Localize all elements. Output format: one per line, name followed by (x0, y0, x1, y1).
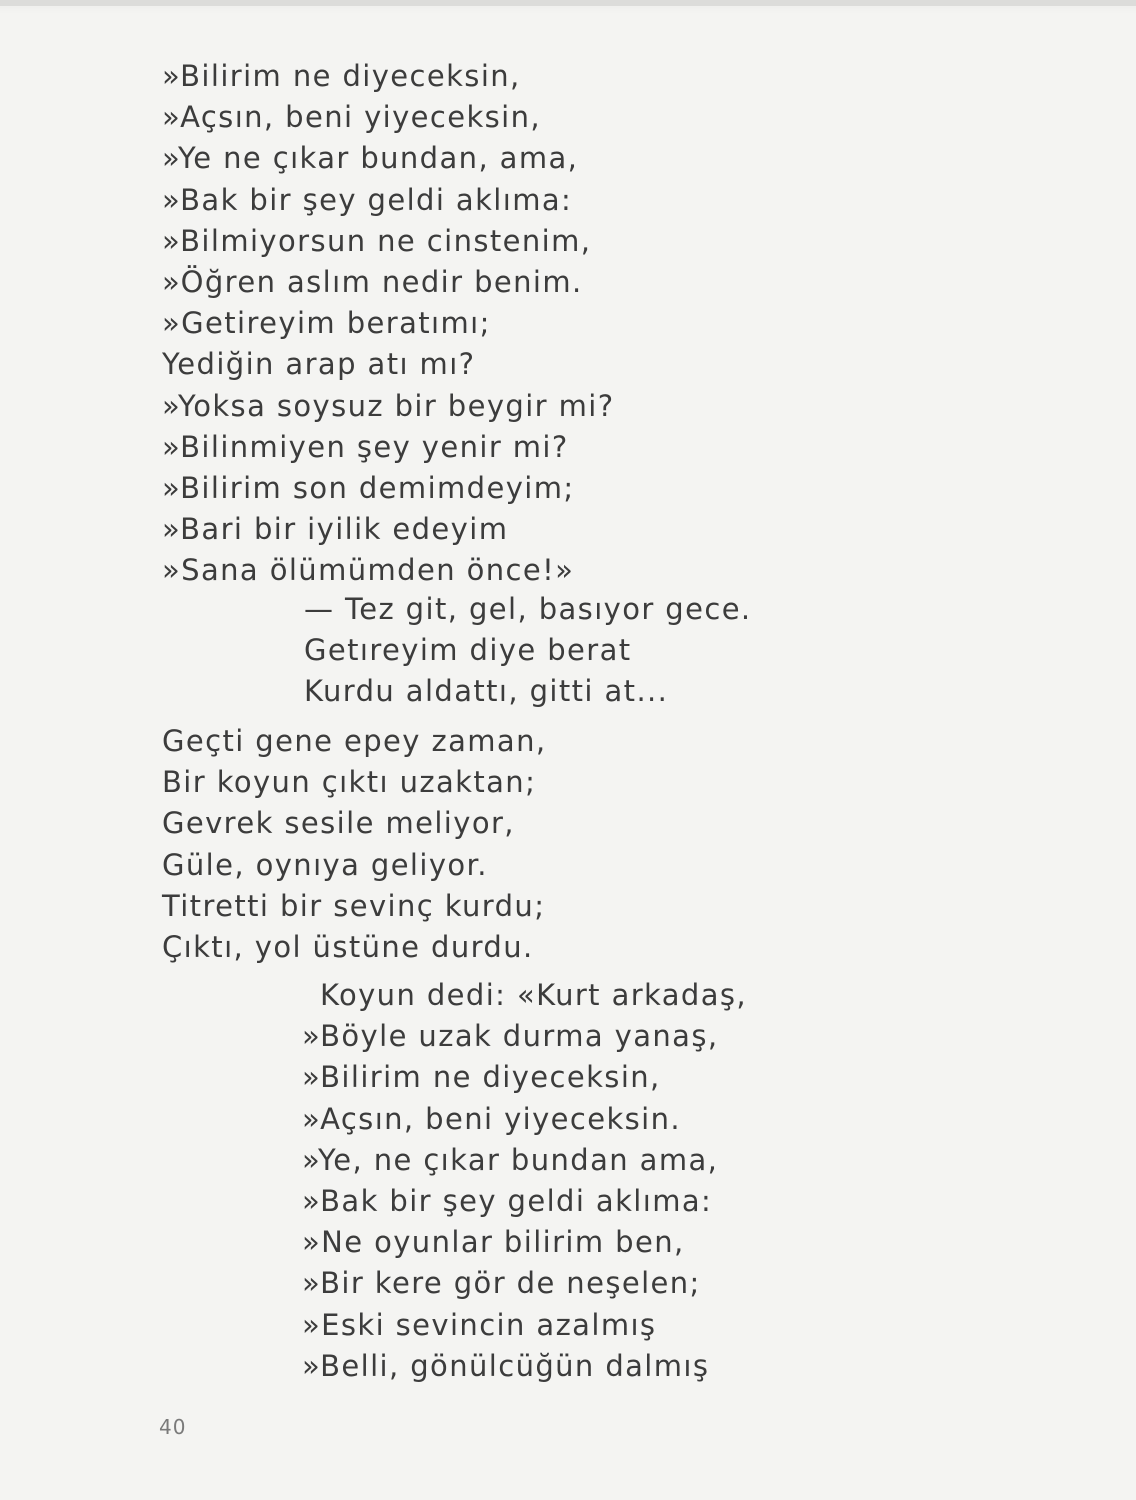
stanza-3 (162, 721, 546, 968)
poem-line: »Getireyim beratımı; (162, 306, 491, 341)
poem-line: »Bak bir şey geldi aklıma: (162, 182, 573, 217)
poem-line: »Yoksa soysuz bir beygir mi? (162, 388, 615, 423)
poem-line: »Böyle uzak durma yanaş, (302, 1019, 719, 1054)
poem-line: »Sana ölümümden önce!» (162, 553, 575, 588)
poem-line: »Ye, ne çıkar bundan ama, (302, 1142, 719, 1177)
stanza-1 (162, 56, 615, 592)
poem-line: »Açsın, beni yiyeceksin. (302, 1101, 682, 1136)
poem-line: Yediğin arap atı mı? (162, 347, 476, 382)
poem-line: »Bir kere gör de neşelen; (302, 1266, 701, 1301)
poem-line: »Bilirim ne diyeceksin, (302, 1060, 661, 1095)
poem-line: Koyun dedi: «Kurt arkadaş, (320, 978, 748, 1012)
poem-line: »Bilirim son demimdeyim; (162, 471, 575, 506)
poem-line: »Ye ne çıkar bundan, ama, (162, 141, 579, 176)
poem-line: Bir koyun çıktı uzaktan; (162, 765, 537, 800)
poem-line: Gevrek sesile meliyor, (162, 806, 515, 841)
poem-line: »Açsın, beni yiyeceksin, (162, 100, 542, 135)
stanza-2 (304, 589, 752, 713)
poem-line: Titretti bir sevinç kurdu; (162, 888, 546, 923)
page-top-edge (0, 0, 1136, 6)
stanza-4 (302, 975, 747, 1387)
poem-line: Getıreyim diye berat (304, 633, 632, 668)
page-number: 40 (159, 1415, 187, 1439)
poem-line: »Bilmiyorsun ne cinstenim, (162, 223, 592, 258)
poem-line: Kurdu aldattı, gitti at... (304, 674, 669, 709)
poem-line: »Bilirim ne diyeceksin, (162, 59, 521, 93)
poem-line: Geçti gene epey zaman, (162, 724, 547, 758)
poem-line: »Eski sevincin azalmış (302, 1307, 657, 1342)
poem-line: »Bak bir şey geldi aklıma: (302, 1184, 713, 1219)
poem-line: Çıktı, yol üstüne durdu. (162, 930, 534, 965)
poem-line: »Ne oyunlar bilirim ben, (302, 1225, 685, 1260)
poem-line: »Belli, gönülcüğün dalmış (302, 1348, 710, 1383)
poem-line: »Bari bir iyilik edeyim (162, 512, 509, 547)
poem-line: »Bilinmiyen şey yenir mi? (162, 429, 569, 464)
poem-line: »Öğren aslım nedir benim. (162, 265, 583, 300)
poem-line: — Tez git, gel, basıyor gece. (304, 592, 752, 626)
poem-line: Güle, oynıya geliyor. (162, 847, 488, 882)
